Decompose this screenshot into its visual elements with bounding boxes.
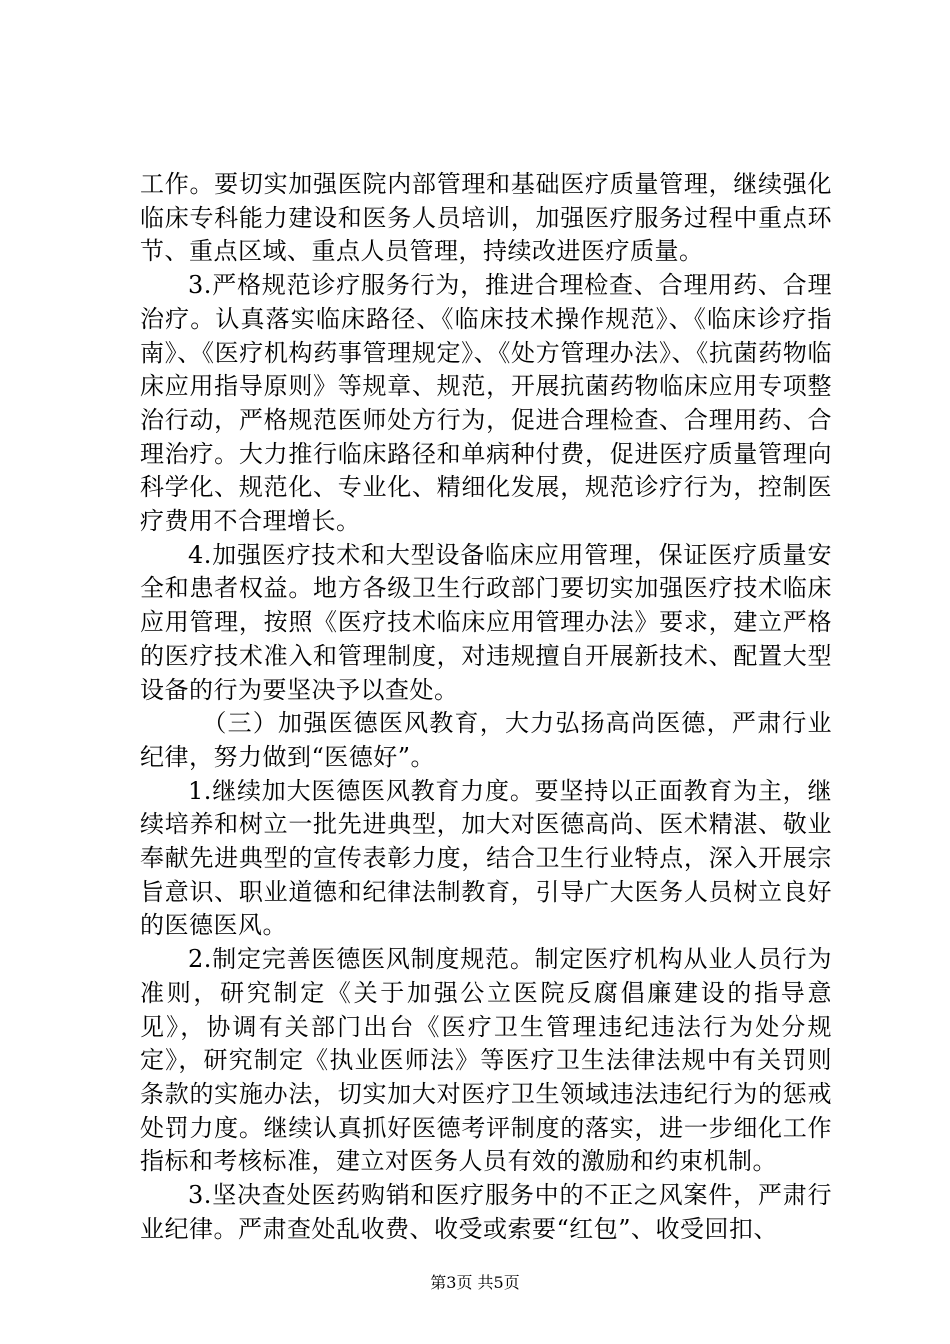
paragraph-item-3-diagnosis: 3.严格规范诊疗服务行为，推进合理检查、合理用药、合理治疗。认真落实临床路径、《临床技术操作规范》、《临床诊疗指南》、《医疗机构药事管理规定》、《处方管理办法》、《抗菌药物临床应用指导原则》等规章、规范，开展抗菌药物临床应用专项整治行动，严格规范医师处方行为，促进合理检查、合理用药、合理治疗。大力推行临床路径和单病种付费，促进医疗质量管理向科学化、规范化、专业化、精细化发展，规范诊疗行为，控制医疗费用不合理增长。 xyxy=(140,271,832,536)
section-heading-3: （三）加强医德医风教育，大力弘扬高尚医德，严肃行业纪律，努力做到“医德好”。 xyxy=(140,709,832,771)
paragraph-continuation: 工作。要切实加强医院内部管理和基础医疗质量管理，继续强化临床专科能力建设和医务人员培训，加强医疗服务过程中重点环节、重点区域、重点人员管理，持续改进医疗质量。 xyxy=(140,170,832,266)
paragraph-item-1-education: 1.继续加大医德医风教育力度。要坚持以正面教育为主，继续培养和树立一批先进典型，加大对医德高尚、医术精湛、敬业奉献先进典型的宣传表彰力度，结合卫生行业特点，深入开展宗旨意识、职业道德和纪律法制教育，引导广大医务人员树立良好的医德医风。 xyxy=(140,776,832,940)
document-body xyxy=(140,168,832,1247)
paragraph-item-4-technology: 4.加强医疗技术和大型设备临床应用管理，保证医疗质量安全和患者权益。地方各级卫生行政部门要切实加强医疗技术临床应用管理，按照《医疗技术临床应用管理办法》要求，建立严格的医疗技术准入和管理制度，对违规擅自开展新技术、配置大型设备的行为要坚决予以查处。 xyxy=(140,540,832,704)
paragraph-item-2-regulation: 2.制定完善医德医风制度规范。制定医疗机构从业人员行为准则，研究制定《关于加强公立医院反腐倡廉建设的指导意见》，协调有关部门出台《医疗卫生管理违纪违法行为处分规定》，研究制定《执业医师法》等医疗卫生法律法规中有关罚则条款的实施办法，切实加大对医疗卫生领域违法违纪行为的惩戒处罚力度。继续认真抓好医德考评制度的落实，进一步细化工作指标和考核标准，建立对医务人员有效的激励和约束机制。 xyxy=(140,945,832,1176)
paragraph-item-3-discipline: 3.坚决查处医药购销和医疗服务中的不正之风案件，严肃行业纪律。严肃查处乱收费、收受或索要“红包”、收受回扣、 xyxy=(140,1181,832,1243)
page-number-footer: 第3页 共5页 xyxy=(430,1273,520,1292)
